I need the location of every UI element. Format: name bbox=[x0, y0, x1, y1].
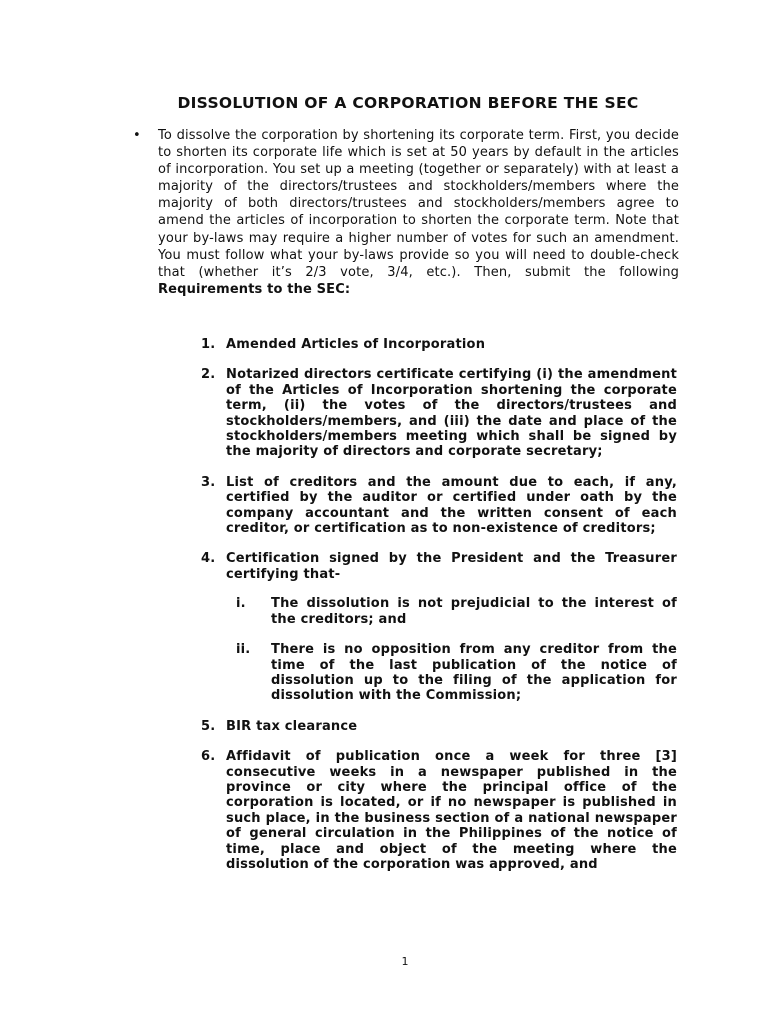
requirement-item bbox=[201, 719, 677, 734]
certification-text: The dissolution is not prejudicial to the interest of the creditors; and bbox=[271, 596, 677, 627]
requirement-text: Amended Articles of Incorporation bbox=[226, 337, 486, 352]
intro-emphasis: Requirements to the SEC: bbox=[158, 281, 351, 297]
requirement-text: Affidavit of publication once a week for three [3] consecutive weeks in a newspaper published in the province or city where the principal office of the corporation is located, or if no newspaper is published in such place, in the business section of a national newspaper of general circulation in the Philippines of the notice of time, place and object of the meeting where the dissolution of the corporation was approved, and bbox=[226, 749, 677, 872]
intro-paragraph bbox=[158, 127, 679, 298]
intro-bullet bbox=[133, 127, 679, 298]
document-title: DISSOLUTION OF A CORPORATION BEFORE THE SEC bbox=[177, 94, 639, 112]
page-number: 1 bbox=[401, 955, 409, 968]
requirement-text: Notarized directors certificate certifying (i) the amendment of the Articles of Incorporation shortening the corporate term, (ii) the votes of the directors/trustees and stockholders/members, and (iii) the date and place of the stockholders/members meeting which shall be signed by the majority of directors and corporate secretary; bbox=[226, 367, 677, 460]
requirement-item bbox=[201, 551, 677, 703]
requirement-number: 2. bbox=[201, 367, 216, 383]
requirement-number: 6. bbox=[201, 749, 216, 765]
requirement-number: 5. bbox=[201, 718, 216, 734]
requirement-number: 3. bbox=[201, 474, 216, 490]
certification-item bbox=[226, 642, 677, 704]
requirement-item bbox=[201, 367, 677, 459]
requirement-number: 4. bbox=[201, 551, 216, 567]
requirements-list bbox=[201, 337, 677, 887]
requirement-item bbox=[201, 475, 677, 537]
requirement-text: List of creditors and the amount due to each, if any, certified by the auditor or certified under oath by the company accountant and the written consent of each creditor, or certification as to non-existence of creditors; bbox=[226, 474, 677, 537]
certification-text: There is no opposition from any creditor from the time of the last publication of the notice of dissolution up to the filing of the application for dissolution with the Commission; bbox=[271, 642, 677, 704]
requirement-number: 1. bbox=[201, 337, 216, 352]
certification-sublist bbox=[226, 596, 677, 703]
certification-item bbox=[226, 596, 677, 627]
certification-number: ii. bbox=[236, 642, 251, 658]
requirement-item bbox=[201, 749, 677, 872]
requirement-item bbox=[201, 337, 677, 352]
requirement-text: BIR tax clearance bbox=[226, 718, 358, 734]
bullet-marker: • bbox=[133, 128, 141, 143]
intro-text: To dissolve the corporation by shortening its corporate term. First, you decide to shorten its corporate life which is set at 50 years by default in the articles of incorporation. You set up a meeting (together or separately) with at least a majority of the directors/trustees and stockholders/members where the majority of both directors/trustees and stockholders/members agree to amend the articles of incorporation to shorten the corporate term. Note that your by-laws may require a higher number of votes for such an amendment. You must follow what your by-laws provide so you will need to double-check that (whether it’s 2/3 vote, 3/4, etc.). Then, submit the following bbox=[158, 128, 679, 280]
certification-number: i. bbox=[236, 596, 246, 612]
requirement-text: Certification signed by the President and the Treasurer certifying that- bbox=[226, 551, 677, 582]
